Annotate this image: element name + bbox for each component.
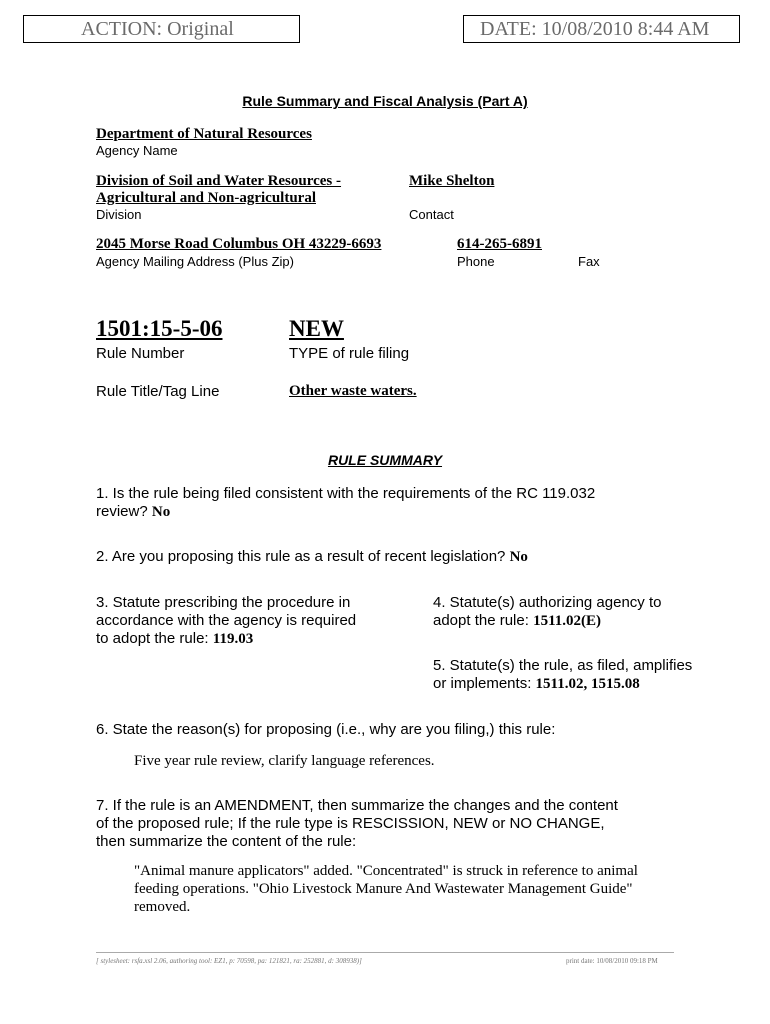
question-7	[96, 797, 716, 851]
q3-line3: to adopt the rule:	[96, 630, 209, 647]
q1-line1: 1. Is the rule being filed consistent with the requirements of the RC 119.032	[96, 485, 596, 502]
date-box	[463, 15, 740, 43]
division-value-line1: Division of Soil and Water Resources -	[96, 173, 342, 189]
q3-line2: accordance with the agency is required	[96, 612, 357, 629]
phone-value: 614-265-6891	[457, 236, 542, 252]
q2-text: 2. Are you proposing this rule as a result of recent legislation?	[96, 548, 506, 565]
q3-line1: 3. Statute prescribing the procedure in	[96, 594, 351, 611]
q4-line2: adopt the rule:	[433, 612, 529, 629]
q7-line1: 7. If the rule is an AMENDMENT, then summarize the changes and the content	[96, 797, 618, 814]
q7-line3: then summarize the content of the rule:	[96, 833, 357, 850]
action-text: ACTION: Original	[81, 18, 234, 40]
filing-type-label: TYPE of rule filing	[289, 345, 410, 362]
contact-value: Mike Shelton	[409, 173, 495, 189]
q7-answer	[134, 862, 734, 916]
q6-answer: Five year rule review, clarify language references.	[134, 753, 435, 769]
q3-answer: 119.03	[212, 631, 254, 647]
question-6: 6. State the reason(s) for proposing (i.e., why are you filing,) this rule:	[96, 721, 556, 738]
q4-line1: 4. Statute(s) authorizing agency to	[433, 594, 662, 611]
question-2	[96, 548, 716, 566]
division-label: Division	[96, 207, 142, 222]
q5-line2: or implements:	[433, 675, 532, 692]
q7-line2: of the proposed rule; If the rule type is RESCISSION, NEW or NO CHANGE,	[96, 815, 605, 832]
question-4	[433, 594, 753, 630]
date-text: DATE: 10/08/2010 8:44 AM	[480, 18, 710, 40]
division-value-line2: Agricultural and Non-agricultural	[96, 190, 316, 206]
question-1	[96, 485, 716, 521]
phone-label: Phone	[457, 254, 495, 269]
rule-title-value: Other waste waters.	[289, 383, 417, 399]
address-label: Agency Mailing Address (Plus Zip)	[96, 254, 294, 269]
q2-answer: No	[509, 549, 528, 565]
fax-label: Fax	[578, 254, 600, 269]
rule-number-label: Rule Number	[96, 345, 185, 362]
q7-answer-line3: removed.	[134, 899, 191, 915]
question-3	[96, 594, 416, 648]
q5-answer: 1511.02, 1515.08	[535, 676, 640, 692]
agency-label: Agency Name	[96, 143, 178, 158]
address-value: 2045 Morse Road Columbus OH 43229-6693	[96, 236, 382, 252]
filing-type-value: NEW	[289, 316, 344, 341]
q1-answer: No	[151, 504, 171, 520]
footer-rule	[96, 952, 674, 953]
question-5	[433, 657, 753, 693]
action-box	[23, 15, 300, 43]
agency-value: Department of Natural Resources	[96, 126, 312, 142]
page-title: Rule Summary and Fiscal Analysis (Part A)	[242, 93, 528, 109]
q7-answer-line2: feeding operations. "Ohio Livestock Manure And Wastewater Management Guide"	[134, 881, 633, 897]
q7-answer-line1: "Animal manure applicators" added. "Concentrated" is struck in reference to animal	[134, 863, 638, 879]
contact-label: Contact	[409, 207, 454, 222]
q5-line1: 5. Statute(s) the rule, as filed, amplifies	[433, 657, 693, 674]
q1-line2: review?	[96, 503, 148, 520]
rule-title-label: Rule Title/Tag Line	[96, 383, 220, 400]
q4-answer: 1511.02(E)	[533, 613, 601, 629]
footer-left: [ stylesheet: rsfa.xsl 2.06, authoring tool: EZ1, p: 70598, pa: 121821, ra: 252881, d: 308938)]	[96, 957, 362, 965]
footer-right: print date: 10/08/2010 09:18 PM	[566, 957, 658, 965]
rule-number-value: 1501:15-5-06	[96, 316, 223, 341]
rule-summary-heading: RULE SUMMARY	[327, 452, 443, 468]
